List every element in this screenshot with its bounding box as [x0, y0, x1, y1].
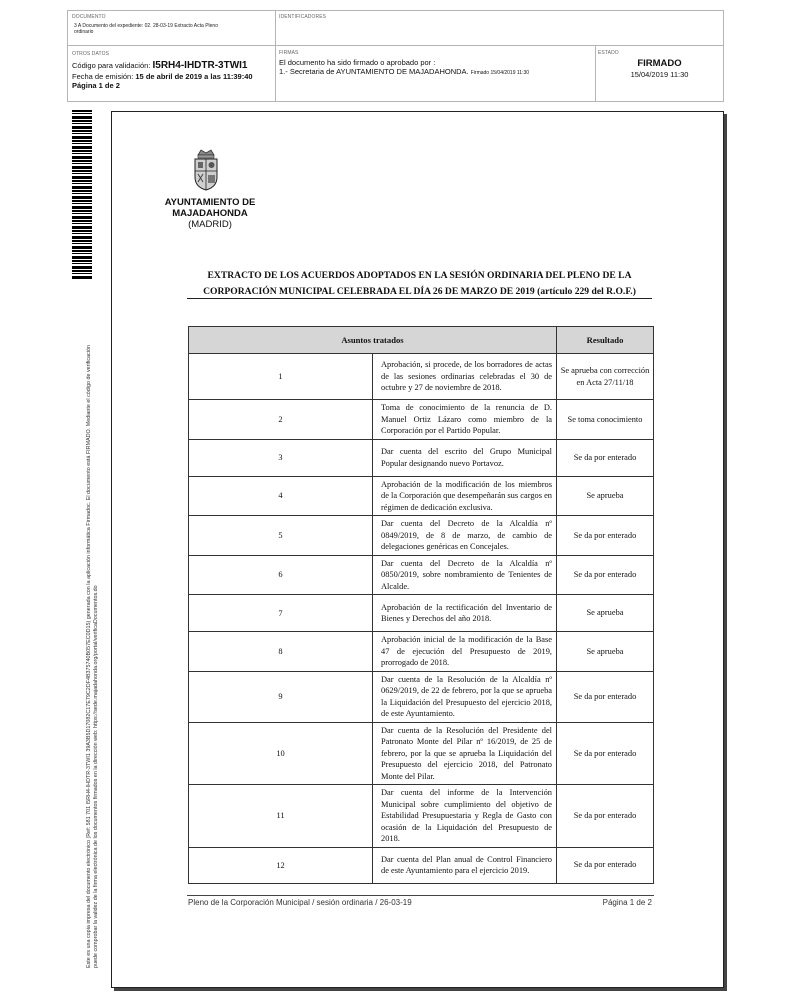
table-row [189, 354, 654, 400]
row-resultado: Se aprueba [557, 595, 654, 632]
coat-of-arms-icon [192, 147, 220, 191]
documento-value: 3 A Documento del expediente: 02. 28-03-19 Extracto Acta Pleno ordinario [74, 23, 218, 35]
row-resultado: Se da por enterado [557, 671, 654, 722]
estado-label: ESTADO [598, 50, 619, 56]
document-title [187, 268, 652, 300]
table-row [189, 595, 654, 632]
row-number: 10 [189, 722, 373, 785]
row-number: 5 [189, 516, 373, 556]
firmas-line1: El documento ha sido firmado o aprobado por : [279, 58, 436, 67]
barcode [72, 110, 92, 280]
row-number: 2 [189, 400, 373, 440]
row-number: 11 [189, 785, 373, 848]
logo-text-line: (MADRID) [188, 219, 232, 230]
row-asunto: Aprobación inicial de la modificación de la Base 47 de ejecución del Presupuesto de 2019, prorrogado de 2018. [373, 632, 557, 672]
codigo-validacion [72, 61, 248, 70]
row-resultado: Se aprueba [557, 632, 654, 672]
row-resultado: Se da por enterado [557, 555, 654, 595]
document-header [67, 10, 724, 102]
row-asunto: Dar cuenta de la Resolución de la Alcaldía nº 0629/2019, de 22 de febrero, por la que se aprueba la Liquidación del Presupuesto del ejercicio 2018, de este Ayuntamiento. [373, 671, 557, 722]
firmas-line2 [279, 67, 529, 78]
fecha-emision [72, 72, 253, 81]
title-line2: CORPORACIÓN MUNICIPAL CELEBRADA EL DÍA 26 DE MARZO DE 2019 (artículo 229 del R.O.F.) [203, 286, 636, 297]
header-asuntos: Asuntos tratados [189, 327, 557, 354]
table-row [189, 476, 654, 516]
documento-label: DOCUMENTO [72, 14, 106, 20]
footer-page-number: Página 1 de 2 [602, 898, 652, 907]
row-asunto: Dar cuenta del Decreto de la Alcaldía nº 0849/2019, de 8 de marzo, de cambio de delegaciones genéricas en Concejales. [373, 516, 557, 556]
title-underline [187, 298, 652, 299]
row-number: 1 [189, 354, 373, 400]
title-line1: EXTRACTO DE LOS ACUERDOS ADOPTADOS EN LA SESIÓN ORDINARIA DEL PLENO DE LA [207, 270, 632, 281]
firmas-label: FIRMAS [279, 50, 299, 56]
estado-date: 15/04/2019 11:30 [630, 70, 689, 79]
ayuntamiento-name [150, 197, 270, 230]
header-divider [68, 45, 723, 46]
row-asunto: Dar cuenta del Decreto de la Alcaldía nº 0850/2019, sobre nombramiento de Tenientes de Alcalde. [373, 555, 557, 595]
validation-side-text [86, 278, 100, 968]
row-asunto: Dar cuenta del Plan anual de Control Financiero de este Ayuntamiento para el ejercicio 2019. [373, 847, 557, 883]
header-resultado: Resultado [557, 327, 654, 354]
row-resultado: Se da por enterado [557, 722, 654, 785]
codigo-label: Código para validación: [72, 61, 151, 70]
row-number: 12 [189, 847, 373, 883]
row-asunto: Aprobación de la modificación de los miembros de la Corporación que desempeñarán sus cargos en régimen de dedicación exclusiva. [373, 476, 557, 516]
otros-datos-label: OTROS DATOS [72, 51, 110, 57]
table-row [189, 722, 654, 785]
codigo-value[interactable]: I5RH4-IHDTR-3TWI1 [152, 60, 248, 71]
row-number: 9 [189, 671, 373, 722]
row-number: 7 [189, 595, 373, 632]
row-asunto: Dar cuenta del escrito del Grupo Municipal Popular designando nuevo Portavoz. [373, 439, 557, 476]
row-number: 4 [189, 476, 373, 516]
estado-value: FIRMADO [637, 58, 682, 69]
side-text-line1: Este es una copia impresa del documento electrónico (Ref: 581 701 I5RH4-IHDTR-3TWI1 39A3B5D17082C17E79C2DF4B375740B057EC0D15) generada con la aplicación informática Firmadoc. El documento está FIRMADO. Mediante el código de verificación [86, 345, 92, 968]
identificadores-label: IDENTIFICADORES [279, 14, 327, 20]
row-number: 8 [189, 632, 373, 672]
table-row [189, 847, 654, 883]
row-resultado: Se aprueba [557, 476, 654, 516]
row-resultado: Se da por enterado [557, 516, 654, 556]
row-asunto: Toma de conocimiento de la renuncia de D. Manuel Ortiz Lázaro como miembro de la Corporación por el Partido Popular. [373, 400, 557, 440]
row-number: 3 [189, 439, 373, 476]
firmante: 1.- Secretaria de AYUNTAMIENTO DE MAJADAHONDA. [279, 67, 469, 76]
row-resultado: Se da por enterado [557, 847, 654, 883]
row-number: 6 [189, 555, 373, 595]
row-asunto: Aprobación de la rectificación del Inventario de Bienes y Derechos del año 2018. [373, 595, 557, 632]
table-row [189, 439, 654, 476]
logo-text-line: MAJADAHONDA [172, 208, 248, 219]
pagina-header: Página 1 de 2 [72, 81, 120, 90]
table-row [189, 400, 654, 440]
logo-text-line: AYUNTAMIENTO DE [164, 197, 256, 208]
row-asunto: Dar cuenta de la Resolución del Presidente del Patronato Monte del Pilar nº 16/2019, de 25 de febrero, por la que se aprueba la Liquidación del Presupuesto del ejercicio 2018, del Patronato Monte del Pilar. [373, 722, 557, 785]
footer-rule [187, 895, 654, 896]
footer-session: Pleno de la Corporación Municipal / sesión ordinaria / 26-03-19 [188, 898, 412, 907]
table-row [189, 516, 654, 556]
acuerdos-table [188, 326, 654, 884]
table-row [189, 785, 654, 848]
row-resultado: Se toma conocimiento [557, 400, 654, 440]
header-divider [275, 11, 276, 101]
row-resultado: Se aprueba con corrección en Acta 27/11/18 [557, 354, 654, 400]
firma-fecha: Firmado 15/04/2019 11:30 [470, 70, 530, 76]
table-row [189, 671, 654, 722]
side-text-line2: puede comprobar la validez de la firma electrónica de los documentos firmados en la dirección web: https://sede.majadahonda.org/portal/verificaDocumentos.do [93, 585, 99, 968]
fecha-emision-value: 15 de abril de 2019 a las 11:39:40 [135, 72, 253, 81]
row-asunto: Dar cuenta del informe de la Intervención Municipal sobre cumplimiento del objetivo de Estabilidad Presupuestaria y Regla de Gasto con ocasión de la Liquidación del Presupuesto de 2018. [373, 785, 557, 848]
row-resultado: Se da por enterado [557, 785, 654, 848]
table-header-row [189, 327, 654, 354]
table-row [189, 632, 654, 672]
row-asunto: Aprobación, si procede, de los borradores de actas de las sesiones ordinarias celebradas el 30 de octubre y 27 de noviembre de 2018. [373, 354, 557, 400]
table-row [189, 555, 654, 595]
row-resultado: Se da por enterado [557, 439, 654, 476]
fecha-emision-label: Fecha de emisión: [72, 72, 134, 81]
